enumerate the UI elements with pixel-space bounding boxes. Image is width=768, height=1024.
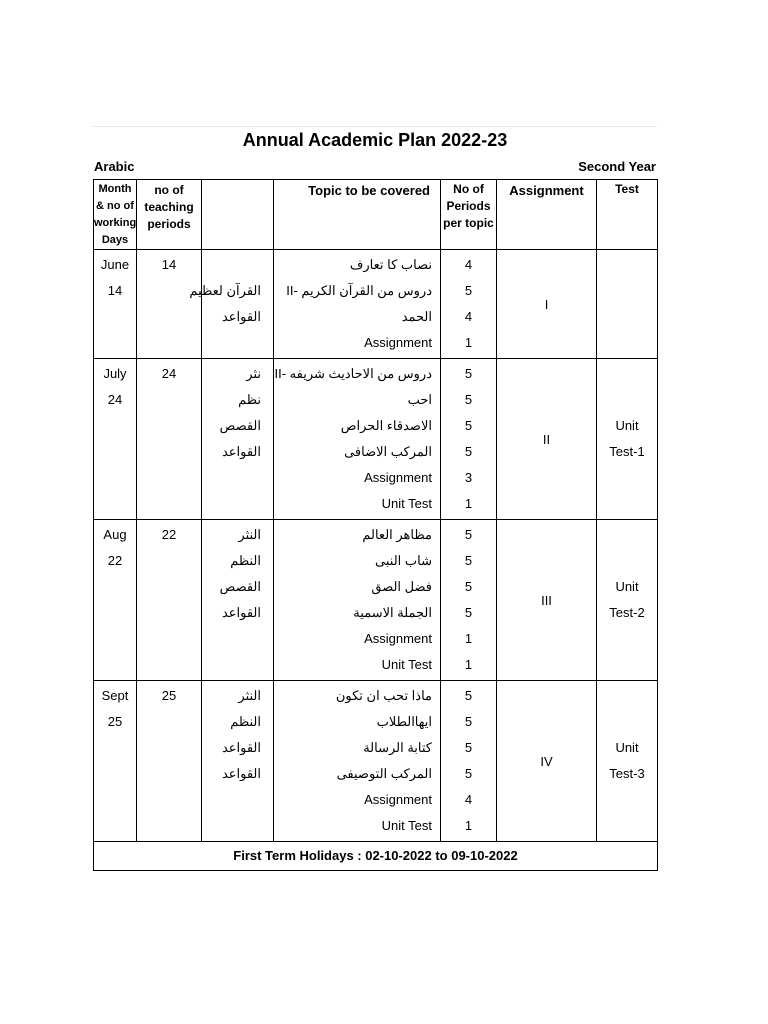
period-count: 5 [464,283,473,298]
teaching-periods-cell [137,250,202,359]
table-row [94,250,658,359]
header-month-line: working [94,217,137,229]
period-count: 5 [464,418,473,433]
category-label: النثر [238,527,261,542]
period-count: 5 [464,714,473,729]
table-row [94,359,658,520]
topic-item: Unit Test [381,657,432,672]
meta-row [93,153,657,179]
category-label: القواعد [221,766,261,781]
period-count: 4 [464,257,473,272]
header-ppt-line: No of [453,182,484,196]
period-count: 5 [464,444,473,459]
month-name: June [100,257,130,272]
header-month [94,180,137,250]
category-label: القواعد [221,740,261,755]
table-row [94,681,658,842]
topic-item: المركب التوصيفى [336,766,432,781]
period-count: 5 [464,579,473,594]
test-label: Test-3 [609,766,645,781]
working-days: 14 [107,283,123,298]
test-cell [597,681,658,842]
topic-cell [274,681,441,842]
period-count: 1 [464,335,473,350]
test-cell [597,520,658,681]
period-count: 4 [464,792,473,807]
month-cell [94,520,137,681]
topic-cell [274,359,441,520]
topic-item: احب [407,392,432,407]
teaching-periods-cell [137,359,202,520]
period-count: 5 [464,740,473,755]
month-name: July [103,366,127,381]
topic-item: ايهاالطلاب [376,714,432,729]
header-topic: Topic to be covered [274,180,441,250]
month-cell [94,359,137,520]
topic-item: Assignment [364,631,432,646]
test-label: Unit [615,740,639,755]
category-label: القرآن لعظيم [189,283,261,298]
topic-item: دروس من القرآن الكريم -II [286,283,432,298]
header-periods-per-topic [441,180,497,250]
period-count: 5 [464,527,473,542]
topic-item: شاب النبى [375,553,432,568]
period-count: 5 [464,766,473,781]
header-category [202,180,274,250]
category-cell [189,250,274,359]
header-periods-line: periods [147,217,191,231]
header-test: Test [597,180,658,250]
category-label: القصص [219,418,261,433]
teaching-periods-cell [137,681,202,842]
period-count: 5 [464,553,473,568]
teaching-periods: 22 [161,527,177,542]
periods-per-topic-cell [441,359,497,520]
header-month-line: Month [98,183,132,195]
holidays-note: First Term Holidays : 02-10-2022 to 09-10-2022 [94,842,658,871]
plan-table [93,179,658,871]
academic-plan-sheet [93,126,657,871]
category-label: نظم [238,392,261,407]
topic-item: الحمد [401,309,432,324]
month-name: Aug [103,527,127,542]
period-count: 4 [464,309,473,324]
category-label: القواعد [221,309,261,324]
topic-item: الاصدقاء الحراص [340,418,432,433]
month-cell [94,681,137,842]
working-days: 24 [107,392,123,407]
page-title: Annual Academic Plan 2022-23 [93,126,657,153]
periods-per-topic-cell [441,681,497,842]
test-label: Unit [615,418,639,433]
topic-item: كتابة الرسالة [363,740,432,755]
teaching-periods-cell [137,520,202,681]
header-periods-line: teaching [144,200,194,214]
teaching-periods: 25 [161,688,177,703]
periods-per-topic-cell [441,250,497,359]
topic-item: مظاهر العالم [362,527,432,542]
working-days: 25 [107,714,123,729]
period-count: 1 [464,657,473,672]
topic-item: ماذا تحب ان تكون [335,688,432,703]
topic-item: Assignment [364,792,432,807]
topic-item: Assignment [364,335,432,350]
category-label: النثر [238,688,261,703]
category-label: النظم [230,714,261,729]
topic-item: فضل الصق [371,579,432,594]
topic-item: دروس من الاحاديث شريفه -II [274,366,432,381]
teaching-periods: 14 [161,257,177,272]
topic-item: نصاب کا تعارف [349,257,432,272]
period-count: 5 [464,605,473,620]
test-label: Test-2 [609,605,645,620]
period-count: 1 [464,631,473,646]
header-assignment: Assignment [497,180,597,250]
table-row [94,520,658,681]
assignment-cell: I [497,250,597,359]
header-month-line: & no of [96,200,134,212]
assignment-cell: IV [497,681,597,842]
category-cell [202,681,274,842]
category-cell [202,359,274,520]
topic-item: Unit Test [381,818,432,833]
topic-item: الجملة الاسمية [353,605,432,620]
topic-cell [274,250,441,359]
header-row [94,180,658,250]
month-cell [94,250,137,359]
period-count: 5 [464,392,473,407]
header-ppt-line: per topic [443,216,494,230]
category-label: القواعد [221,605,261,620]
assignment-cell: II [497,359,597,520]
category-label: نثر [246,366,261,381]
period-count: 1 [464,496,473,511]
test-cell [597,250,658,359]
header-teaching-periods [137,180,202,250]
period-count: 3 [464,470,473,485]
test-cell [597,359,658,520]
topic-item: المركب الاضافى [344,444,432,459]
working-days: 22 [107,553,123,568]
period-count: 5 [464,366,473,381]
category-label [202,252,261,278]
header-ppt-line: Periods [446,199,491,213]
category-label: النظم [230,553,261,568]
header-month-line: Days [101,234,129,246]
topic-item: Unit Test [381,496,432,511]
month-name: Sept [101,688,129,703]
test-label: Test-1 [609,444,645,459]
subject-label: Arabic [94,159,135,174]
period-count: 1 [464,818,473,833]
period-count: 5 [464,688,473,703]
teaching-periods: 24 [161,366,177,381]
periods-per-topic-cell [441,520,497,681]
topic-item: Assignment [364,470,432,485]
footer-row [94,842,658,871]
category-cell [202,520,274,681]
header-periods-line: no of [154,183,184,197]
category-label: القصص [219,579,261,594]
topic-cell [274,520,441,681]
assignment-cell: III [497,520,597,681]
test-label: Unit [615,579,639,594]
year-label: Second Year [578,159,656,174]
category-label: القواعد [221,444,261,459]
